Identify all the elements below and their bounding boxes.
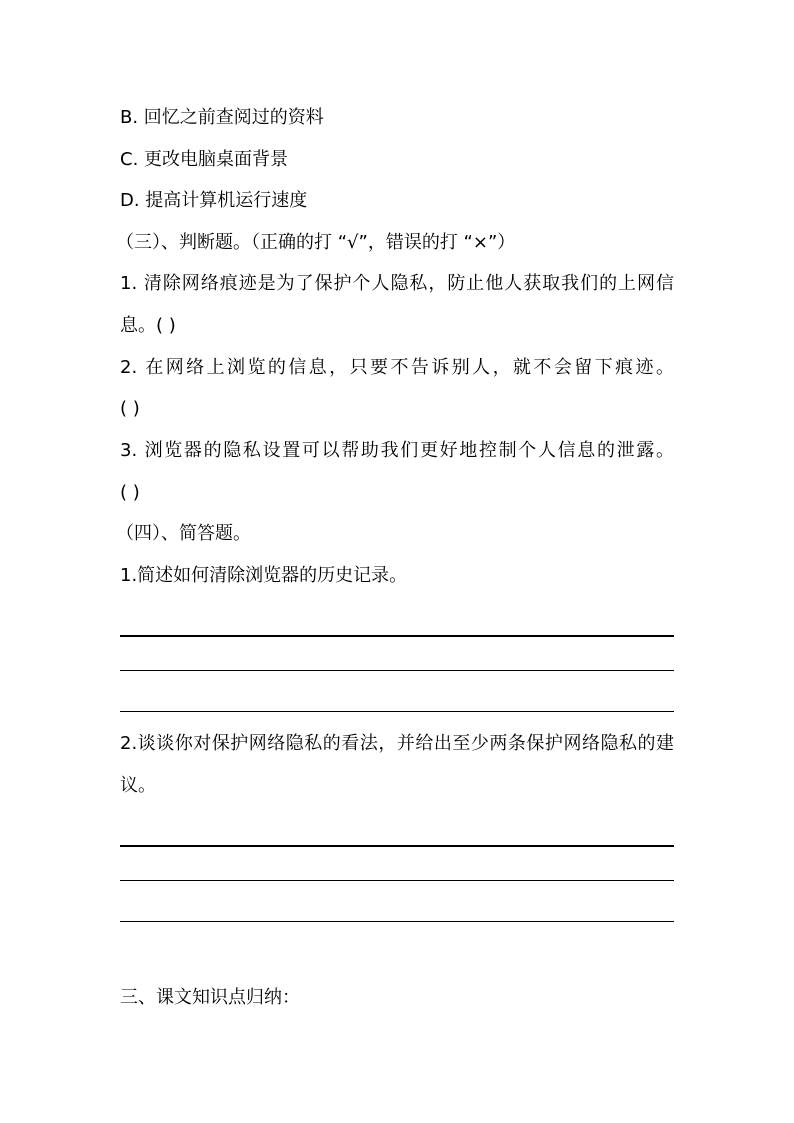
judgment-question-2-line-2: ( ) [120,398,140,419]
short-answer-section-heading: （四）、简答题。 [116,523,251,544]
short-answer-question-2-line-1: 2.谈谈你对保护网络隐私的看法，并给出至少两条保护网络隐私的建 [120,733,674,754]
short-answer-question-1: 1.简述如何清除浏览器的历史记录。 [120,565,408,586]
judgment-section-heading: （三）、判断题。（正确的打 “√”，错误的打 “×”） [116,232,516,253]
answer-line [120,880,674,881]
answer-line [120,635,674,637]
judgment-question-2-line-1: 2. 在网络上浏览的信息，只要不告诉别人，就不会留下痕迹。 [120,357,674,378]
judgment-question-1-line-1: 1. 清除网络痕迹是为了保护个人隐私，防止他人获取我们的上网信 [120,273,674,294]
answer-line [120,670,674,671]
option-c: C. 更改电脑桌面背景 [120,149,289,170]
option-d: D. 提高计算机运行速度 [120,190,308,211]
judgment-question-1-line-2: 息。( ) [120,315,176,336]
answer-line [120,845,674,847]
option-b: B. 回忆之前查阅过的资料 [120,107,324,128]
answer-line [120,921,674,922]
answer-line [120,711,674,712]
judgment-question-3-line-2: ( ) [120,482,140,503]
judgment-question-3-line-1: 3. 浏览器的隐私设置可以帮助我们更好地控制个人信息的泄露。 [120,440,674,461]
knowledge-summary-heading: 三、课文知识点归纳： [120,987,300,1008]
short-answer-question-2-line-2: 议。 [120,775,156,796]
